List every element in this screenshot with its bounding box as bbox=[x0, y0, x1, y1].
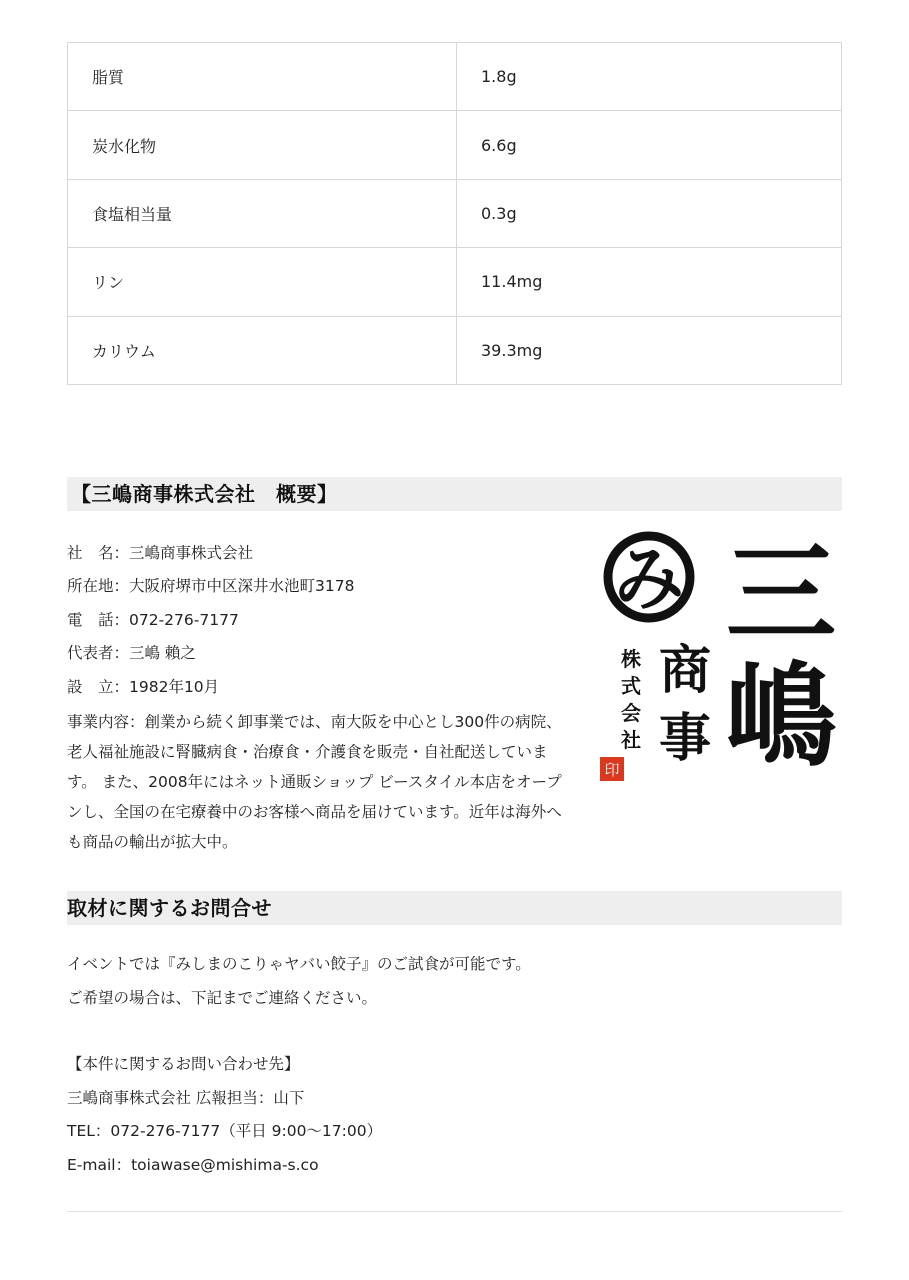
inquiry-heading: 取材に関するお問合せ bbox=[67, 891, 842, 925]
nutrient-label: リン bbox=[68, 248, 457, 316]
table-row bbox=[68, 316, 842, 384]
table-row bbox=[68, 43, 842, 111]
table-row bbox=[68, 111, 842, 179]
contact-email: E-mail：toiawase@mishima-s.co bbox=[67, 1156, 319, 1174]
contact-tel: TEL：072-276-7177（平日 9:00〜17:00） bbox=[67, 1122, 383, 1140]
logo-small-char-3: 会 bbox=[621, 701, 641, 725]
logo-mark-char: み bbox=[614, 537, 684, 620]
table-row bbox=[68, 248, 842, 316]
contact-company: 三嶋商事株式会社 広報担当：山下 bbox=[67, 1089, 305, 1107]
logo-seal-char: 印 bbox=[604, 761, 620, 779]
company-founded-line: 設 立：1982年10月 bbox=[67, 678, 220, 696]
company-overview-heading: 【三嶋商事株式会社 概要】 bbox=[67, 477, 842, 511]
logo-big-char-2: 嶋 bbox=[725, 651, 837, 782]
logo-mid-char-2: 事 bbox=[658, 708, 712, 769]
company-logo bbox=[598, 530, 843, 785]
nutrient-value: 6.6g bbox=[457, 111, 842, 179]
logo-big-char-1: 三 bbox=[726, 530, 836, 658]
company-representative-line: 代表者：三嶋 賴之 bbox=[67, 644, 196, 662]
nutrient-value: 0.3g bbox=[457, 179, 842, 247]
company-name-line: 社 名：三嶋商事株式会社 bbox=[67, 544, 254, 562]
nutrient-value: 11.4mg bbox=[457, 248, 842, 316]
inquiry-line-2: ご希望の場合は、下記までご連絡ください。 bbox=[67, 989, 378, 1007]
logo-mid-char-1: 商 bbox=[658, 640, 712, 701]
nutrient-label: カリウム bbox=[68, 316, 457, 384]
inquiry-line-1: イベントでは『みしまのこりゃヤバい餃子』のご試食が可能です。 bbox=[67, 955, 531, 973]
contact-heading: 【本件に関するお問い合わせ先】 bbox=[67, 1055, 300, 1073]
nutrition-table bbox=[67, 42, 842, 385]
nutrient-label: 食塩相当量 bbox=[68, 179, 457, 247]
company-business-description: 事業内容：創業から続く卸事業では、南大阪を中心とし300件の病院、老人福祉施設に腎臓病食・治療食・介護食を販売・自社配送しています。 また、2008年にはネット通販ショップ ビースタイル本店をオープンし、全国の在宅療養中のお客様へ商品を届けています。近年は海外へも商品の輸出が拡大中。 bbox=[67, 713, 562, 851]
nutrient-label: 脂質 bbox=[68, 43, 457, 111]
nutrient-value: 39.3mg bbox=[457, 316, 842, 384]
nutrient-value: 1.8g bbox=[457, 43, 842, 111]
logo-small-char-1: 株 bbox=[621, 647, 641, 671]
logo-small-char-4: 社 bbox=[621, 728, 641, 752]
table-row bbox=[68, 179, 842, 247]
company-address-line: 所在地：大阪府堺市中区深井水池町3178 bbox=[67, 577, 355, 595]
logo-small-char-2: 式 bbox=[621, 674, 641, 698]
nutrient-label: 炭水化物 bbox=[68, 111, 457, 179]
footer-divider bbox=[67, 1211, 842, 1212]
company-phone-line: 電 話：072-276-7177 bbox=[67, 611, 239, 629]
